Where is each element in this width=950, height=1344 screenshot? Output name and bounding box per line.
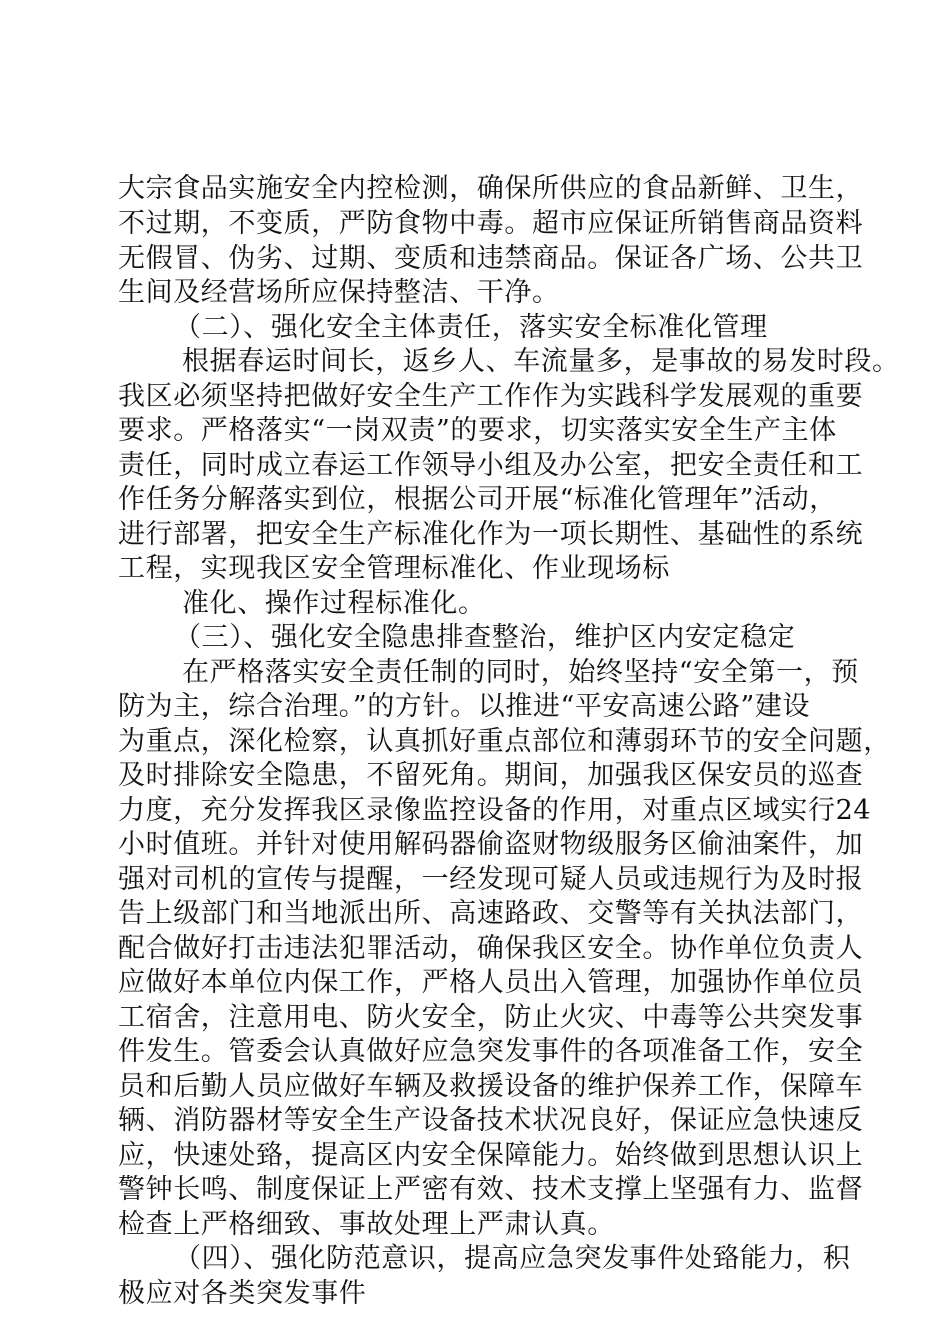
section-heading-3: （三）、强化安全隐患排查整治，维护区内安定稳定 <box>174 622 796 653</box>
text-line: 件发生。管委会认真做好应急突发事件的各项准备工作，安全 <box>118 1036 864 1067</box>
text-line: 工宿舍，注意用电、防火安全，防止火灾、中毒等公共突发事 <box>118 1002 864 1033</box>
text-line: 进行部署，把安全生产标准化作为一项长期性、基础性的系统 <box>118 519 864 550</box>
text-line: 检查上严格细致、事故处理上严肃认真。 <box>118 1209 615 1240</box>
text-line: 辆、消防器材等安全生产设备技术状况良好，保证应急快速反 <box>118 1105 864 1136</box>
text-line: 生间及经营场所应保持整洁、干净。 <box>118 277 560 308</box>
text-line: 极应对各类突发事件 <box>118 1278 367 1309</box>
text-line: 根据春运时间长，返乡人、车流量多，是事故的易发时段。 <box>182 346 900 377</box>
text-line: 应，快速处臵，提高区内安全保障能力。始终做到思想认识上 <box>118 1140 864 1171</box>
text-line: 及时排除安全隐患，不留死角。期间，加强我区保安员的巡查 <box>118 760 864 791</box>
text-line: 我区必须坚持把做好安全生产工作作为实践科学发展观的重要 <box>118 381 864 412</box>
text-line: 准化、操作过程标准化。 <box>182 588 486 619</box>
text-line: 警钟长鸣、制度保证上严密有效、技术支撑上坚强有力、监督 <box>118 1174 864 1205</box>
section-heading-2: （二）、强化安全主体责任，落实安全标准化管理 <box>174 312 768 343</box>
text-line: 应做好本单位内保工作，严格人员出入管理，加强协作单位员 <box>118 967 864 998</box>
text-line: 不过期，不变质，严防食物中毒。超市应保证所销售商品资料 <box>118 208 864 239</box>
text-line: 告上级部门和当地派出所、高速路政、交警等有关执法部门， <box>118 898 864 929</box>
text-line: 配合做好打击违法犯罪活动，确保我区安全。协作单位负责人 <box>118 933 864 964</box>
text-line: 小时值班。并针对使用解码器偷盗财物级服务区偷油案件，加 <box>118 829 864 860</box>
text-line: 力度，充分发挥我区录像监控设备的作用，对重点区域实行24 <box>118 795 872 826</box>
text-line: 工程，实现我区安全管理标准化、作业现场标 <box>118 553 670 584</box>
text-line: 大宗食品实施安全内控检测，确保所供应的食品新鲜、卫生， <box>118 173 864 204</box>
text-line: 在严格落实安全责任制的同时，始终坚持“安全第一，预 <box>182 657 859 688</box>
text-line: 责任，同时成立春运工作领导小组及办公室，把安全责任和工 <box>118 450 864 481</box>
text-line: 作任务分解落实到位，根据公司开展“标准化管理年”活动， <box>118 484 837 515</box>
text-line: 要求。严格落实“一岗双责”的要求，切实落实安全生产主体 <box>118 415 837 446</box>
text-line: 为重点，深化检察，认真抓好重点部位和薄弱环节的安全问题， <box>118 726 891 757</box>
text-line: 防为主，综合治理。”的方针。以推进“平安高速公路”建设 <box>118 691 811 722</box>
section-heading-4: （四）、强化防范意识，提高应急突发事件处臵能力，积 <box>174 1243 851 1274</box>
text-line: 强对司机的宣传与提醒，一经发现可疑人员或违规行为及时报 <box>118 864 864 895</box>
text-line: 员和后勤人员应做好车辆及救援设备的维护保养工作，保障车 <box>118 1071 864 1102</box>
text-line: 无假冒、伪劣、过期、变质和违禁商品。保证各广场、公共卫 <box>118 243 864 274</box>
